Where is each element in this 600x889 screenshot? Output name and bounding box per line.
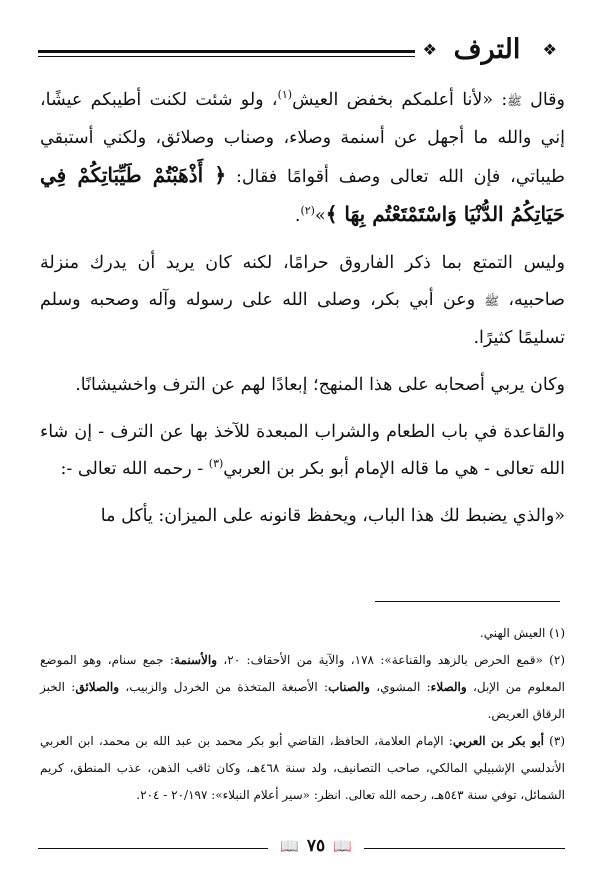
page-header bbox=[38, 30, 565, 70]
salla-symbol: ﷺ bbox=[484, 294, 500, 308]
footnote-term: والأسنمة bbox=[173, 653, 217, 667]
text-run: : الخبز الرقاق العريض. bbox=[40, 680, 565, 721]
salla-symbol: ﷺ bbox=[507, 94, 522, 108]
footnote-2 bbox=[40, 647, 565, 728]
text-run: وقال bbox=[530, 90, 565, 110]
text-run: : جمع سنام، وهو الموضع المعلوم من الإبل، bbox=[40, 653, 565, 694]
text-run: . bbox=[294, 206, 301, 226]
footnote-ref-2[interactable]: (٢) bbox=[300, 204, 315, 218]
page-footer bbox=[38, 826, 565, 866]
text-run: ، ولو شئت لكنت أطيبكم عيشًا، إني والله ما أجهل عن أسنمة وصلاء، وصناب وصلائق، ولكني أستبقي طيباتي، فإن الله تعالى وصف أقوامًا فقال: bbox=[40, 90, 565, 187]
footnote-term: والصلاء bbox=[430, 680, 467, 694]
text-run: (٢) «قمع الحرص بالزهد والقناعة»: ١٧٨، والآية من الأحقاف: ٢٠، bbox=[223, 653, 565, 667]
footnote-3 bbox=[40, 728, 565, 809]
text-run: وعن أبي بكر، وصلى الله على رسوله وآله وصحبه وسلم تسليمًا كثيرًا. bbox=[40, 290, 565, 348]
paragraph-3: وكان يربي أصحابه على هذا المنهج؛ إبعادًا لهم عن الترف واخشيشانًا. bbox=[75, 375, 565, 395]
quran-verse: ﴿ أَذْهَبْتُمْ طَيِّبَاتِكُمْ فِي حَيَاتِكُمُ الدُّنْيَا وَاسْتَمْتَعْتُم بِهَا ﴾ bbox=[40, 163, 565, 226]
footnote-term: أبو بكر بن العربي bbox=[452, 734, 545, 748]
book-right-icon: 📖 bbox=[280, 837, 299, 855]
footnotes bbox=[40, 620, 565, 809]
footnote-term: والصناب bbox=[328, 680, 370, 694]
text-run: : الإمام العلامة، الحافظ، القاضي أبو بكر محمد بن عبد الله بن محمد، ابن العربي الأندلسي الإشبيلي المالكي، صاحب التصانيف، ولد سنة ٤٦٨هـ، وكان ثاقب الذهن، عذب المنطق، كريم الشمائل، توفي سنة ٥٤٣هـ، رحمه الله تعالى. انظر: «سير أعلام النبلاء»: ٢٠/١٩٧ - ٢٠٤. bbox=[40, 734, 565, 802]
text-run: (٣) bbox=[549, 734, 565, 748]
text-run: والقاعدة في باب الطعام والشراب المبعدة للآخذ بها عن الترف - إن شاء الله تعالى - هي ما قاله الإمام أبو بكر بن العربي bbox=[40, 422, 565, 479]
header-rule-thin bbox=[38, 56, 415, 57]
book-left-icon: 📖 bbox=[333, 837, 352, 855]
page-number: ٧٥ bbox=[306, 836, 326, 856]
running-title: الترف bbox=[453, 34, 521, 65]
ornament-right-icon: ❖ bbox=[542, 40, 557, 59]
paragraph-4 bbox=[40, 414, 565, 488]
paragraph-5: «والذي يضبط لك هذا الباب، ويحفظ قانونه على الميزان: يأكل ما bbox=[100, 506, 565, 526]
footnote-1: (١) العيش الهني. bbox=[479, 626, 565, 640]
main-text bbox=[40, 82, 565, 535]
text-run: : المشوي، bbox=[376, 680, 431, 694]
text-run: وليس التمتع بما ذكر الفاروق حرامًا، لكنه كان يريد أن يدرك منزلة صاحبيه، bbox=[40, 253, 565, 310]
footnote-term: والصلائق bbox=[75, 680, 120, 694]
page-number-box bbox=[268, 830, 364, 862]
paragraph-1 bbox=[40, 82, 565, 235]
footnote-ref-1[interactable]: (١) bbox=[277, 88, 293, 102]
ornament-left-icon: ❖ bbox=[422, 40, 437, 59]
footnote-separator bbox=[375, 601, 560, 602]
text-run: : الأصبغة المتخذة من الخردل والزبيب، bbox=[125, 680, 329, 694]
paragraph-2 bbox=[40, 245, 565, 357]
text-run: : «لأنا أعلمكم بخفض العيش bbox=[292, 90, 508, 110]
footnote-ref-3[interactable]: (٣) bbox=[208, 457, 224, 471]
header-rule-thick bbox=[38, 50, 415, 53]
text-run: - رحمه الله تعالى -: bbox=[60, 459, 209, 479]
text-run: » bbox=[314, 206, 326, 226]
